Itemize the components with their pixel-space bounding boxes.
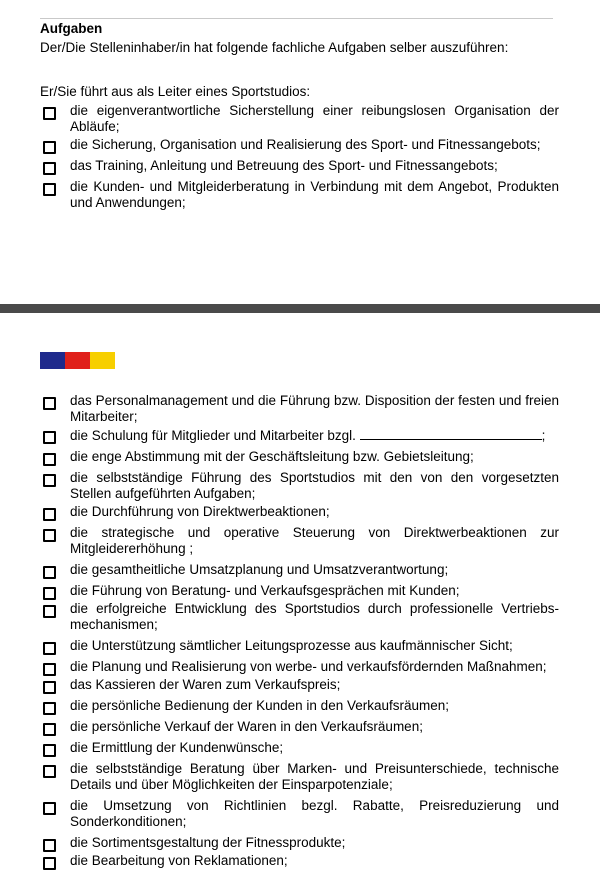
checklist-item-text: die enge Abstimmung mit der Geschäftsleitung bzw. Gebietsleitung; (70, 449, 474, 464)
checklist-item-text: das Kassieren der Waren zum Verkaufspreis; (70, 677, 341, 692)
checklist-item-text: das Training, Anleitung und Betreuung des Sport- und Fitnessangebots; (70, 158, 498, 173)
checklist-item-text: die Unterstützung sämtlicher Leitungsprozesse aus kaufmännischer Sicht; (70, 638, 513, 653)
checklist-item-text: die eigenverantwortliche Sicherstellung einer reibungslosen Organisation der Abläufe; (70, 103, 559, 134)
checklist-item-text: die Ermittlung der Kundenwünsche; (70, 740, 284, 755)
checkbox-icon[interactable] (43, 802, 56, 815)
checklist-item (40, 393, 559, 425)
page-divider (0, 304, 600, 313)
checklist-item (40, 677, 559, 693)
checklist-item (40, 427, 559, 444)
checklist-item (40, 638, 559, 654)
checklist-item-text: die Sortimentsgestaltung der Fitnessprodukte; (70, 835, 346, 850)
checklist-item-text: die persönliche Verkauf der Waren in den Verkaufsräumen; (70, 719, 423, 734)
checkbox-icon[interactable] (43, 663, 56, 676)
checklist-item-text: die Planung und Realisierung von werbe- und verkaufsfördernden Maßnahmen; (70, 659, 547, 674)
checklist-item (40, 158, 559, 174)
checkbox-icon[interactable] (43, 107, 56, 120)
item-suffix: ; (541, 428, 546, 443)
checklist-item (40, 470, 559, 502)
checklist-item (40, 719, 559, 735)
checkbox-icon[interactable] (43, 642, 56, 655)
checkbox-icon[interactable] (43, 744, 56, 757)
checklist-item (40, 504, 559, 520)
fill-in-blank[interactable] (360, 427, 542, 440)
checkbox-icon[interactable] (43, 431, 56, 444)
checklist-item (40, 659, 559, 675)
checkbox-icon[interactable] (43, 681, 56, 694)
lead-text: Er/Sie führt aus als Leiter eines Sportstudios: (40, 84, 311, 99)
checkbox-icon[interactable] (43, 723, 56, 736)
checkbox-icon[interactable] (43, 702, 56, 715)
checklist-item (40, 698, 559, 714)
color-block-red (65, 352, 90, 369)
checklist-item (40, 525, 559, 557)
checkbox-icon[interactable] (43, 857, 56, 870)
checklist-item (40, 562, 559, 578)
checklist-item-text: die Durchführung von Direktwerbeaktionen; (70, 504, 330, 519)
checkbox-icon[interactable] (43, 397, 56, 410)
checkbox-icon[interactable] (43, 529, 56, 542)
task-checklist-bottom (40, 393, 559, 871)
brand-color-bar (40, 352, 115, 369)
checkbox-icon[interactable] (43, 587, 56, 600)
checklist-item (40, 761, 559, 793)
color-block-yellow (90, 352, 115, 369)
checklist-item (40, 583, 559, 599)
checkbox-icon[interactable] (43, 141, 56, 154)
checkbox-icon[interactable] (43, 453, 56, 466)
color-block-blue (40, 352, 65, 369)
checkbox-icon[interactable] (43, 566, 56, 579)
checklist-item-text: die strategische und operative Steuerung von Direktwerbeaktionen zur Mitgleidererhöhung ; (70, 525, 559, 556)
checklist-item (40, 601, 559, 633)
checklist-item-text: die Bearbeitung von Reklamationen; (70, 853, 288, 868)
checklist-item (40, 740, 559, 756)
checklist-item (40, 835, 559, 851)
checklist-item-text: die selbstständige Beratung über Marken- und Preisunterschiede, technische Details und über Möglichkeiten der Einsparpotenziale; (70, 761, 559, 792)
checklist-item-text: die selbstständige Führung des Sportstudios mit den von den vorgesetzten Stellen aufgeführten Aufgaben; (70, 470, 559, 501)
checkbox-icon[interactable] (43, 162, 56, 175)
checklist-item (40, 853, 559, 869)
checklist-item (40, 179, 559, 211)
checklist-item-text: die Umsetzung von Richtlinien bezgl. Rabatte, Preisreduzierung und Sonderkonditionen; (70, 798, 559, 829)
checklist-item (40, 449, 559, 465)
checklist-item-text: das Personalmanagement und die Führung bzw. Disposition der festen und freien Mitarbeiter; (70, 393, 559, 424)
checkbox-icon[interactable] (43, 508, 56, 521)
section-heading: Aufgaben (40, 21, 103, 36)
checklist-item-text: die Sicherung, Organisation und Realisierung des Sport- und Fitnessangebots; (70, 137, 541, 152)
checkbox-icon[interactable] (43, 474, 56, 487)
checkbox-icon[interactable] (43, 765, 56, 778)
header-rule (40, 0, 553, 19)
intro-text: Der/Die Stelleninhaber/in hat folgende fachliche Aufgaben selber auszuführen: (40, 40, 509, 55)
checklist-item-text: die gesamtheitliche Umsatzplanung und Umsatzverantwortung; (70, 562, 449, 577)
task-checklist-top (40, 103, 559, 211)
checklist-item-text: die Führung von Beratung- und Verkaufsgesprächen mit Kunden; (70, 583, 460, 598)
item-prefix: die Schulung für Mitglieder und Mitarbeiter bzgl. (70, 428, 356, 443)
checklist-item (40, 103, 559, 135)
checklist-item-text (70, 427, 559, 444)
document-page-upper (0, 0, 600, 304)
checklist-item-text: die erfolgreiche Entwicklung des Sportstudios durch professionelle Vertriebs- mechanismen; (70, 601, 559, 632)
checkbox-icon[interactable] (43, 605, 56, 618)
checklist-item-text: die Kunden- und Mitgleiderberatung in Verbindung mit dem Angebot, Produkten und Anwendungen; (70, 179, 559, 210)
checklist-item (40, 798, 559, 830)
checklist-item (40, 137, 559, 153)
checklist-item-text: die persönliche Bedienung der Kunden in den Verkaufsräumen; (70, 698, 450, 713)
checkbox-icon[interactable] (43, 183, 56, 196)
checkbox-icon[interactable] (43, 839, 56, 852)
